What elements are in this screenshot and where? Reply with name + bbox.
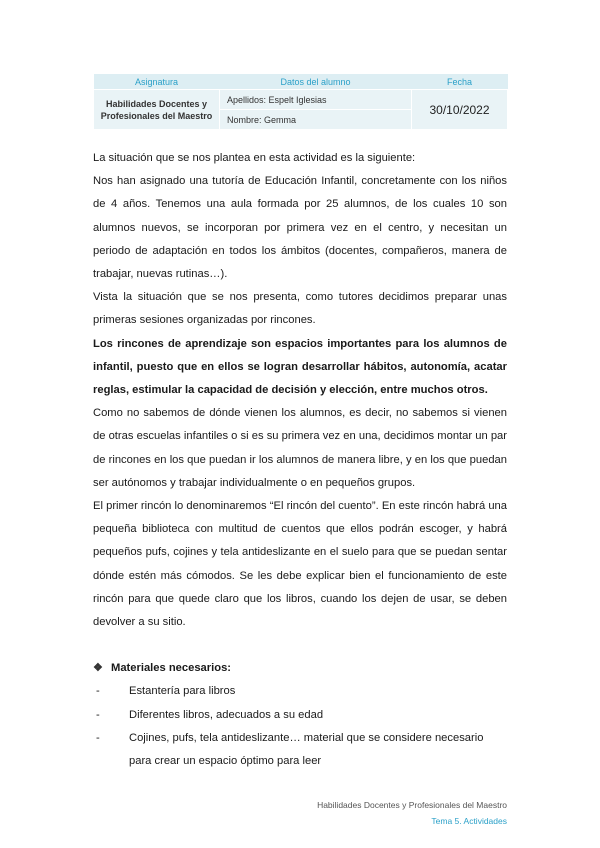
paragraph-rincon-cuento: El primer rincón lo denominaremos “El rincón del cuento”. En este rincón habrá una pequeña biblioteca con multitud de cuentos que ellos podrán escoger, y habrá pequeños pufs, cojines y tela antideslizante en el suelo para que se puedan sentar dónde estén más cómodos. Se les debe explicar bien el funcionamiento de este rincón para que quede claro que los libros, cuando los dejen de usar, se deben devolver a su sitio.	[93, 500, 507, 629]
header-table	[93, 74, 508, 130]
list-item-text: Estantería para libros	[129, 685, 236, 698]
paragraph-situation: Nos han asignado una tutoría de Educación Infantil, concretamente con los niños de 4 años. Tenemos una aula formada por 25 alumnos, de los cuales 10 son alumnos nuevos, se incorporan por primera vez en el centro, y necesitan un periodo de adaptación en todos los ámbitos (docentes, compañeros, manera de trabajar, nuevas rutinas…).	[93, 175, 507, 281]
footer-course: Habilidades Docentes y Profesionales del Maestro	[317, 800, 507, 810]
list-item	[93, 704, 507, 727]
col-subject-header: Asignatura	[94, 74, 220, 90]
dash-bullet: -	[96, 708, 100, 721]
list-item-text: Cojines, pufs, tela antideslizante… material que se considere necesario para crear un espacio óptimo para leer	[129, 731, 484, 768]
list-item	[93, 680, 507, 703]
page-footer	[317, 797, 507, 829]
paragraph-rincones-definition: Los rincones de aprendizaje son espacios importantes para los alumnos de infantil, puesto que en ellos se logran desarrollar hábitos, autonomía, acatar reglas, estimular la capacidad de decisión y elección, entre muchos otros.	[93, 337, 507, 397]
data-row-1	[94, 90, 508, 110]
subject-cell: Habilidades Docentes y Profesionales del Maestro	[94, 90, 220, 130]
paragraph-intro: La situación que se nos plantea en esta actividad es la siguiente:	[93, 152, 416, 164]
paragraph-decision: Vista la situación que se nos presenta, como tutores decidimos preparar unas primeras sesiones organizadas por rincones.	[93, 291, 507, 327]
list-item	[93, 727, 507, 773]
date-cell: 30/10/2022	[412, 90, 508, 130]
name-cell: Nombre: Gemma	[220, 110, 412, 130]
dash-bullet: -	[96, 685, 100, 698]
surnames-cell: Apellidos: Espelt Iglesias	[220, 90, 412, 110]
materials-heading	[93, 657, 507, 680]
diamond-bullet-icon: ❖	[93, 662, 104, 675]
materials-title: Materiales necesarios:	[111, 662, 232, 675]
list-item-text: Diferentes libros, adecuados a su edad	[129, 708, 324, 721]
dash-bullet: -	[96, 731, 100, 744]
header-row	[94, 74, 508, 90]
col-student-header: Datos del alumno	[220, 74, 412, 90]
col-date-header: Fecha	[412, 74, 508, 90]
paragraph-rincones-plan: Como no sabemos de dónde vienen los alumnos, es decir, no sabemos si vienen de otras escuelas infantiles o si es su primera vez en una, decidimos montar un par de rincones en los que puedan ir los alumnos de manera libre, y en los que puedan ser autónomos y trabajar individualmente o en pequeños grupos.	[93, 407, 507, 489]
document-body	[93, 147, 507, 773]
footer-topic: Tema 5. Actividades	[431, 816, 507, 826]
